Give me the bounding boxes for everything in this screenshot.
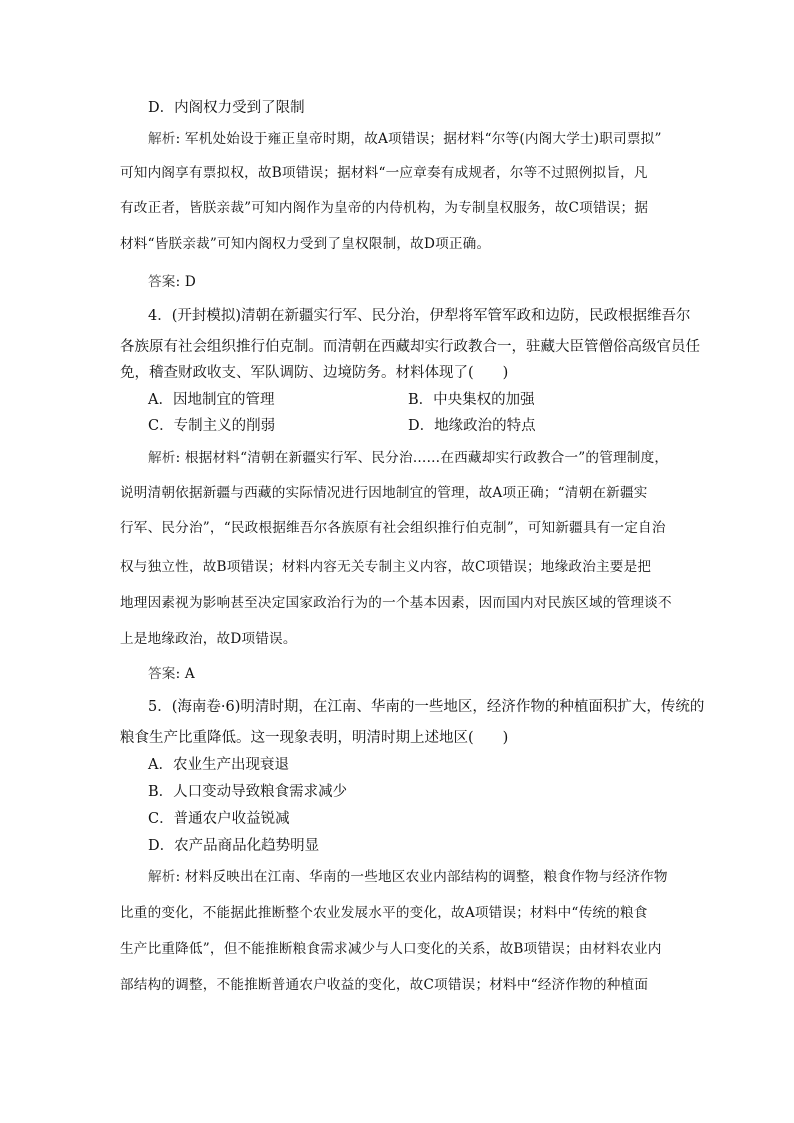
q5-option-d: D．农产品商品化趋势明显 [148,838,320,854]
q5-analysis-line-2: 比重的变化，不能据此推断整个农业发展水平的变化，故A项错误；材料中“传统的粮食 [120,905,648,921]
q4-analysis-line-6: 上是地缘政治，故D项错误。 [120,631,297,647]
q4-stem-line-3: 免，稽查财政收支、军队调防、边境防务。材料体现了( ) [120,365,509,381]
q4-analysis-line-4: 权与独立性，故B项错误；材料内容无关专制主义内容，故C项错误；地缘政治主要是把 [120,559,652,575]
q3-analysis-line-2: 可知内阁享有票拟权，故B项错误；据材料“一应章奏有成规者，尔等不过照例拟旨，凡 [120,165,648,181]
analysis-text: : 材料反映出在江南、华南的一些地区农业内部结构的调整，粮食作物与经济作物 [175,869,668,885]
analysis-label: 解析 [148,131,176,147]
q5-stem-line-2: 粮食生产比重降低。这一现象表明，明清时期上述地区( ) [120,730,509,746]
q4-stem-line-1: 4．(开封模拟)清朝在新疆实行军、民分治，伊犁将军管军政和边防，民政根据维吾尔 [148,308,691,324]
answer-label: 答案 [148,666,176,682]
q4-option-a: A．因地制宜的管理 [148,392,275,408]
answer-value: : A [175,666,195,682]
q5-analysis-line-3: 生产比重降低”，但不能推断粮食需求减少与人口变化的关系，故B项错误；由材料农业内 [120,941,662,957]
q4-option-c: C．专制主义的削弱 [148,418,276,434]
q4-answer [148,662,195,682]
answer-value: : D [175,274,196,290]
q5-stem-line-1: 5．(海南卷·6)明清时期，在江南、华南的一些地区，经济作物的种植面积扩大，传统的 [148,699,705,715]
q5-analysis-line-4: 部结构的调整，不能推断普通农户收益的变化，故C项错误；材料中“经济作物的种植面 [120,977,649,993]
q3-analysis-line-4: 材料“皆朕亲裁”可知内阁权力受到了皇权限制，故D项正确。 [120,236,491,252]
analysis-label: 解析 [148,450,176,466]
q5-option-c: C．普通农户收益锐减 [148,811,290,827]
q4-option-b: B．中央集权的加强 [408,392,535,408]
q4-option-d: D．地缘政治的特点 [408,418,536,434]
q3-analysis-line-3: 有改正者，皆朕亲裁”可知内阁作为皇帝的内侍机构，为专制皇权服务，故C项错误；据 [120,200,649,216]
q5-option-a: A．农业生产出现衰退 [148,757,289,773]
q3-answer [148,270,196,290]
q3-option-d: D．内阁权力受到了限制 [148,100,305,116]
q4-analysis-line-3: 行军、民分治”，“民政根据维吾尔各族原有社会组织推行伯克制”，可知新疆具有一定自治 [120,520,666,536]
analysis-text: : 军机处始设于雍正皇帝时期，故A项错误；据材料“尔等(内阁大学士)职司票拟” [175,131,662,147]
analysis-text: : 根据材料“清朝在新疆实行军、民分治……在西藏却实行政教合一”的管理制度， [175,450,669,466]
q4-analysis-line-1 [148,446,668,466]
q5-option-b: B．人口变动导致粮食需求减少 [148,784,348,800]
q5-analysis-line-1 [148,865,668,885]
q4-stem-line-2: 各族原有社会组织推行伯克制。而清朝在西藏却实行政教合一，驻藏大臣管僧俗高级官员任 [120,339,700,355]
q3-analysis-line-1 [148,127,662,147]
q4-analysis-line-2: 说明清朝依据新疆与西藏的实际情况进行因地制宜的管理，故A项正确；“清朝在新疆实 [120,485,648,501]
answer-label: 答案 [148,274,176,290]
analysis-label: 解析 [148,869,176,885]
q4-analysis-line-5: 地理因素视为影响甚至决定国家政治行为的一个基本因素，因而国内对民族区域的管理谈不 [120,595,672,611]
